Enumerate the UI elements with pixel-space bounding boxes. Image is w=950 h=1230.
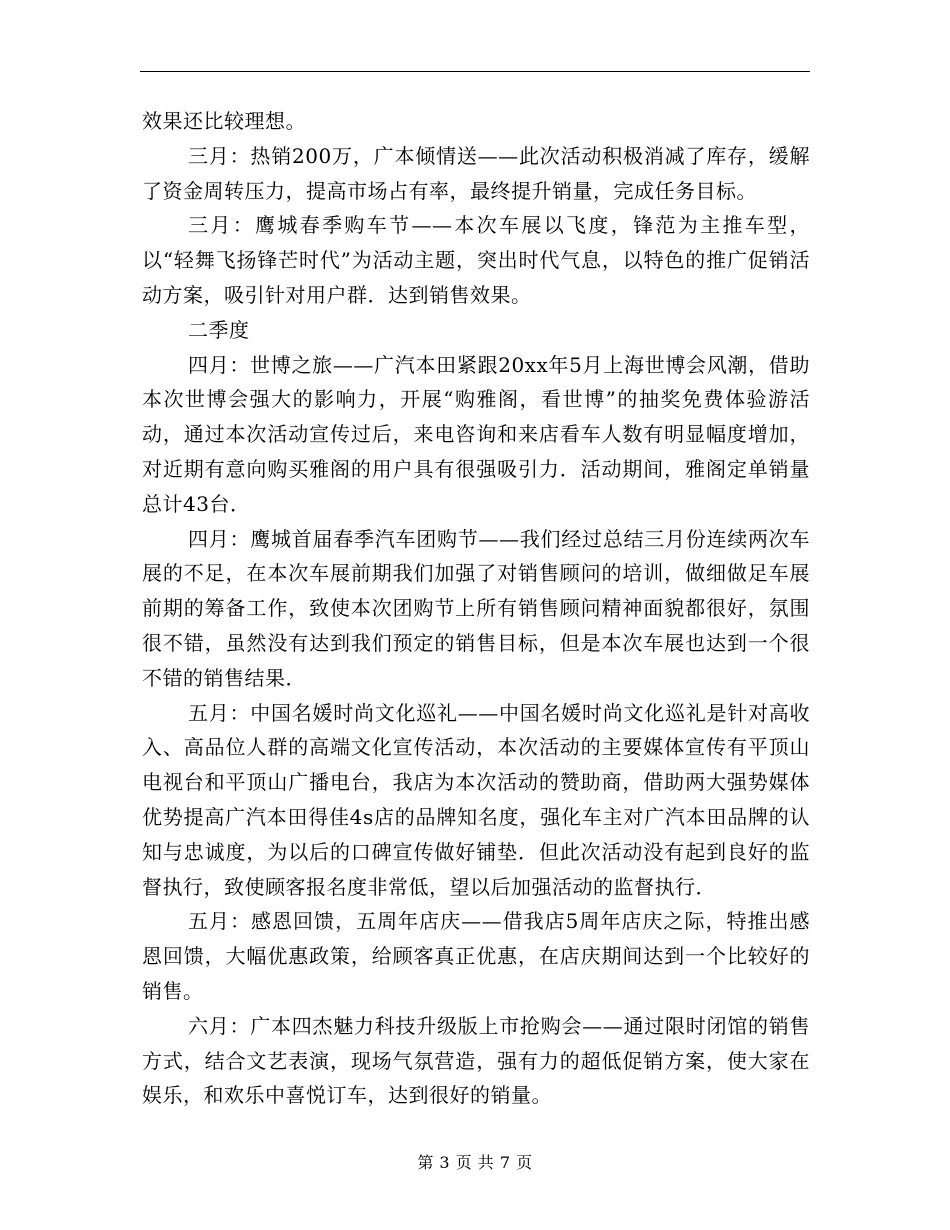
- current-page-number: 3: [439, 1153, 451, 1172]
- page-label-prefix: 第: [417, 1153, 434, 1172]
- section-heading: 二季度: [188, 317, 250, 342]
- paragraph: 五月：中国名媛时尚文化巡礼——中国名媛时尚文化巡礼是针对高收入、高品位人群的高端文化宣传活动，本次活动的主要媒体宣传有平顶山电视台和平顶山广播电台，我店为本次活动的赞助商，借助两大强势媒体优势提高广汽本田得佳4s店的品牌知名度，强化车主对广汽本田品牌的认知与忠诚度，为以后的口碑宣传做好铺垫．但此次活动没有起到良好的监督执行，致使顾客报名度非常低，望以后加强活动的监督执行．: [142, 700, 810, 899]
- document-body: [142, 104, 810, 1113]
- paragraph: 四月：世博之旅——广汽本田紧跟20xx年5月上海世博会风潮，借助本次世博会强大的影响力，开展“购雅阁，看世博”的抽奖免费体验游活动，通过本次活动宣传过后，来电咨询和来店看车人数有明显幅度增加，对近期有意向购买雅阁的用户具有很强吸引力．活动期间，雅阁定单销量总计43台．: [142, 352, 810, 516]
- header-rule: [140, 71, 810, 72]
- paragraph: 四月：鹰城首届春季汽车团购节——我们经过总结三月份连续两次车展的不足，在本次车展前期我们加强了对销售顾问的培训，做细做足车展前期的筹备工作，致使本次团购节上所有销售顾问精神面貌都很好，氛围很不错，虽然没有达到我们预定的销售目标，但是本次车展也达到一个很不错的销售结果．: [142, 526, 810, 690]
- paragraph: 三月：鹰城春季购车节——本次车展以飞度，锋范为主推车型，以“轻舞飞扬锋芒时代”为活动主题，突出时代气息，以特色的推广促销活动方案，吸引针对用户群．达到销售效果。: [142, 213, 810, 307]
- paragraph: 三月：热销200万，广本倾情送——此次活动积极消减了库存，缓解了资金周转压力，提高市场占有率，最终提升销量，完成任务目标。: [142, 143, 810, 203]
- paragraph: 效果还比较理想。: [142, 109, 306, 133]
- paragraph: 五月：感恩回馈，五周年店庆——借我店5周年店庆之际，特推出感恩回馈，大幅优惠政策，给顾客真正优惠，在店庆期间达到一个比较好的销售。: [142, 909, 810, 1003]
- page-footer: [0, 1152, 950, 1174]
- paragraph: 六月：广本四杰魅力科技升级版上市抢购会——通过限时闭馆的销售方式，结合文艺表演，现场气氛营造，强有力的超低促销方案，使大家在娱乐，和欢乐中喜悦订车，达到很好的销量。: [142, 1013, 810, 1108]
- total-pages-number: 7: [499, 1153, 511, 1172]
- page-label-suffix: 页: [516, 1153, 533, 1172]
- page-label-middle: 页 共: [455, 1153, 495, 1172]
